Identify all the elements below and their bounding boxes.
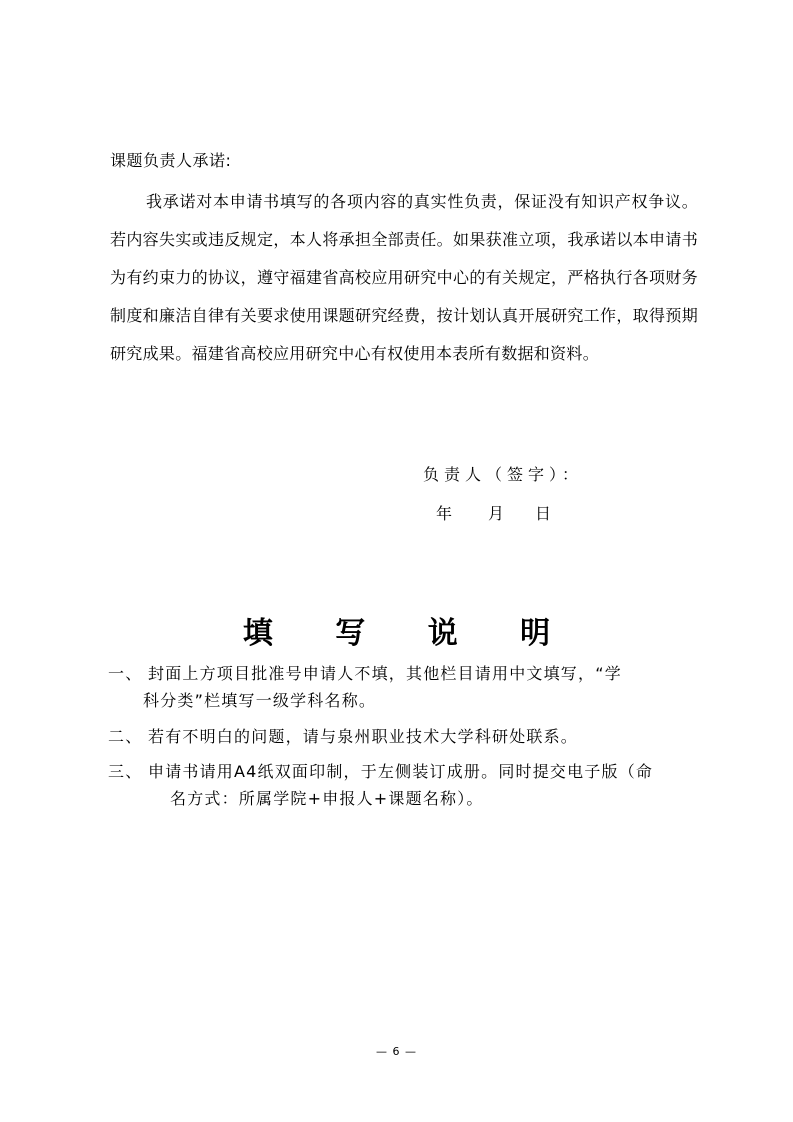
date-year: 年 — [436, 504, 453, 523]
signature-date — [436, 501, 551, 524]
instruction-item — [108, 660, 698, 714]
instruction-number: 二、 — [108, 727, 143, 746]
signature-label: 负责人（签字）： — [423, 465, 584, 484]
instructions-list — [108, 660, 698, 812]
pledge-paragraph: 我承诺对本申请书填写的各项内容的真实性负责，保证没有知识产权争议。若内容失实或违反规定，本人将承担全部责任。如果获准立项，我承诺以本申请书为有约束力的协议，遵守福建省高校应用研究中心的有关规定，严格执行各项财务制度和廉洁自律有关要求使用课题研究经费，按计划认真开展研究工作，取得预期研究成果。福建省高校应用研究中心有权使用本表所有数据和资料。 — [110, 192, 698, 363]
page-number: — 6 — — [376, 1045, 417, 1058]
title-char: 说 — [427, 616, 458, 651]
pledge-heading: 课题负责人承诺: — [110, 151, 232, 170]
instruction-item — [108, 723, 698, 750]
instruction-text-continued: 科分类”栏填写一级学科名称。 — [143, 691, 377, 710]
title-char: 填 — [242, 616, 273, 651]
instruction-text: 申请书请用A4纸双面印制，于左侧装订成册。同时提交电子版（命 — [148, 762, 654, 781]
instruction-number: 一、 — [108, 664, 143, 683]
instruction-text: 封面上方项目批准号申请人不填，其他栏目请用中文填写，“学 — [148, 664, 622, 683]
date-day: 日 — [535, 504, 552, 523]
instruction-text: 若有不明白的问题，请与泉州职业技术大学科研处联系。 — [148, 727, 579, 746]
instruction-item — [108, 758, 698, 812]
instruction-text-continued: 名方式：所属学院+申报人+课题名称）。 — [170, 789, 484, 808]
title-char: 写 — [335, 616, 366, 651]
instructions-title — [0, 608, 793, 652]
title-char: 明 — [520, 616, 551, 651]
instruction-number: 三、 — [108, 762, 143, 781]
date-month: 月 — [488, 504, 505, 523]
